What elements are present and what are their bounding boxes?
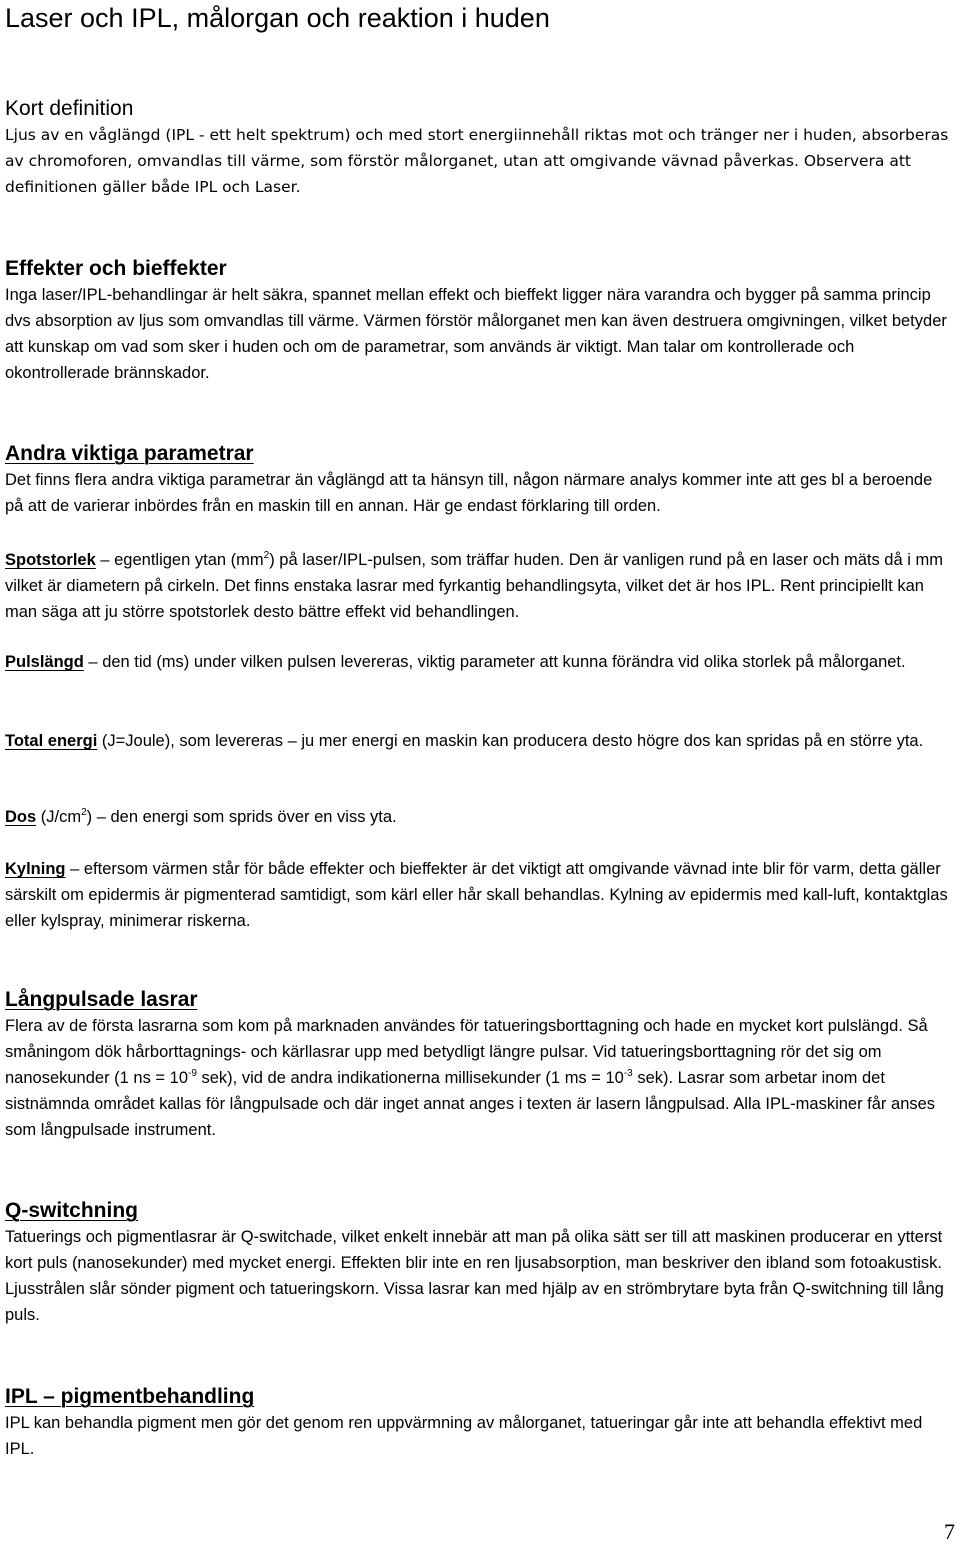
param-term: Kylning bbox=[5, 860, 66, 878]
paragraph bbox=[5, 1013, 954, 1143]
param-text: – eftersom värmen står för både effekter och bieffekter är det viktigt att omgivande vävnad inte blir för varm, detta gäller särskilt om epidermis är pigmenterad samtidigt, som kärl eller hår skall behandlas. Kylning av epidermis med kall-luft, kontaktglas eller kylspray, minimerar riskerna. bbox=[5, 860, 948, 930]
superscript: -3 bbox=[623, 1068, 633, 1079]
param-text: (J/cm bbox=[36, 808, 82, 826]
paragraph: Tatuerings och pigmentlasrar är Q-switchade, vilket enkelt innebär att man på olika sätt ser till att maskinen producerar en ytterst kort puls (nanosekunder) med mycket energi. Effekten blir inte en ren ljusabsorption, man beskriver den ibland som fotoakustisk. Ljusstrålen slår sönder pigment och tatueringskorn. Vissa lasrar kan med hjälp av en strömbrytare byta från Q-switchning till lång puls. bbox=[5, 1228, 944, 1324]
paragraph bbox=[5, 649, 954, 675]
paragraph: Det finns flera andra viktiga parametrar än våglängd att ta hänsyn till, någon närmare analys kommer inte att ges bl a beroende på att de varierar inbördes från en maskin till en annan. Här ge endast förklaring till orden. bbox=[5, 471, 933, 515]
section-heading: Kort definition bbox=[5, 97, 134, 120]
param-term: Pulslängd bbox=[5, 653, 84, 671]
param-dos bbox=[5, 804, 954, 830]
paragraph-text: Flera av de första lasrarna som kom på marknaden användes för tatueringsborttagning och hade en mycket kort pulslängd. Så småningom dök hårborttagnings- och kärllasrar upp med betydligt längre pulsar. Vid tatueringsborttagning rör det sig om nanosekunder (1 ns = 10 bbox=[5, 1017, 928, 1087]
param-text: – den tid (ms) under vilken pulsen levereras, viktig parameter att kunna förändra vid olika storlek på målorganet. bbox=[83, 653, 906, 671]
paragraph bbox=[5, 856, 954, 934]
section-heading: Effekter och bieffekter bbox=[5, 257, 227, 280]
section-langpulsade bbox=[5, 987, 954, 1143]
section-effekter bbox=[5, 256, 954, 386]
paragraph bbox=[5, 728, 954, 754]
page-number: 7 bbox=[944, 1519, 955, 1544]
section-heading: IPL – pigmentbehandling bbox=[5, 1385, 255, 1408]
section-heading: Q-switchning bbox=[5, 1199, 138, 1222]
paragraph bbox=[5, 547, 954, 625]
param-text: ) – den energi som sprids över en viss yta. bbox=[86, 808, 397, 826]
paragraph-text: sek), vid de andra indikationerna millisekunder (1 ms = 10 bbox=[196, 1069, 624, 1087]
param-term: Dos bbox=[5, 808, 37, 826]
page-title: Laser och IPL, målorgan och reaktion i huden bbox=[5, 3, 550, 33]
section-ipl-pigment bbox=[5, 1384, 954, 1462]
param-text: (J=Joule), som levereras – ju mer energi en maskin kan producera desto högre dos kan spridas på en större yta. bbox=[97, 732, 924, 750]
param-term: Spotstorlek bbox=[5, 551, 96, 569]
section-q-switchning bbox=[5, 1198, 954, 1328]
paragraph bbox=[5, 804, 954, 830]
section-andra-parametrar bbox=[5, 441, 954, 519]
param-spotstorlek bbox=[5, 547, 954, 625]
param-text: – egentligen ytan (mm bbox=[95, 551, 264, 569]
superscript: -9 bbox=[188, 1068, 197, 1079]
param-term: Total energi bbox=[5, 732, 98, 750]
paragraph: Inga laser/IPL-behandlingar är helt säkra, spannet mellan effekt och bieffekt ligger nära varandra och bygger på samma princip dvs absorption av ljus som omvandlas till värme. Värmen förstör målorganet men kan även destruera omgivningen, vilket betyder att kunskap om vad som sker i huden och om de parametrar, som används är viktigt. Man talar om kontrollerade och okontrollerade brännskador. bbox=[5, 286, 947, 382]
superscript: 2 bbox=[263, 550, 270, 561]
section-kort-definition bbox=[5, 96, 954, 200]
param-pulslangd bbox=[5, 649, 954, 675]
param-total-energi bbox=[5, 728, 954, 754]
param-text: ) på laser/IPL-pulsen, som träffar huden. Den är vanligen rund på en laser och mäts då i mm vilket är diametern på cirkeln. Det finns enstaka lasrar med fyrkantig behandlingsyta, vilket det är hos IPL. Rent principiellt kan man säga att ju större spotstorlek desto bättre effekt vid behandlingen. bbox=[5, 551, 943, 621]
paragraph: IPL kan behandla pigment men gör det genom ren uppvärmning av målorganet, tatueringar går inte att behandla effektivt med IPL. bbox=[5, 1414, 923, 1458]
paragraph: Ljus av en våglängd (IPL - ett helt spektrum) och med stort energiinnehåll riktas mot och tränger ner i huden, absorberas av chromoforen, omvandlas till värme, som förstör målorganet, utan att omgivande vävnad påverkas. Observera att definitionen gäller både IPL och Laser. bbox=[5, 126, 949, 196]
paragraph-text: sek). Lasrar som arbetar inom det sistnämnda området kallas för långpulsade och där inget annat anges i texten är lasern långpulsad. Alla IPL-maskiner får anses som långpulsade instrument. bbox=[5, 1069, 936, 1139]
superscript: 2 bbox=[81, 807, 87, 818]
section-heading: Andra viktiga parametrar bbox=[5, 442, 254, 465]
section-heading: Långpulsade lasrar bbox=[5, 988, 198, 1011]
param-kylning bbox=[5, 856, 954, 934]
